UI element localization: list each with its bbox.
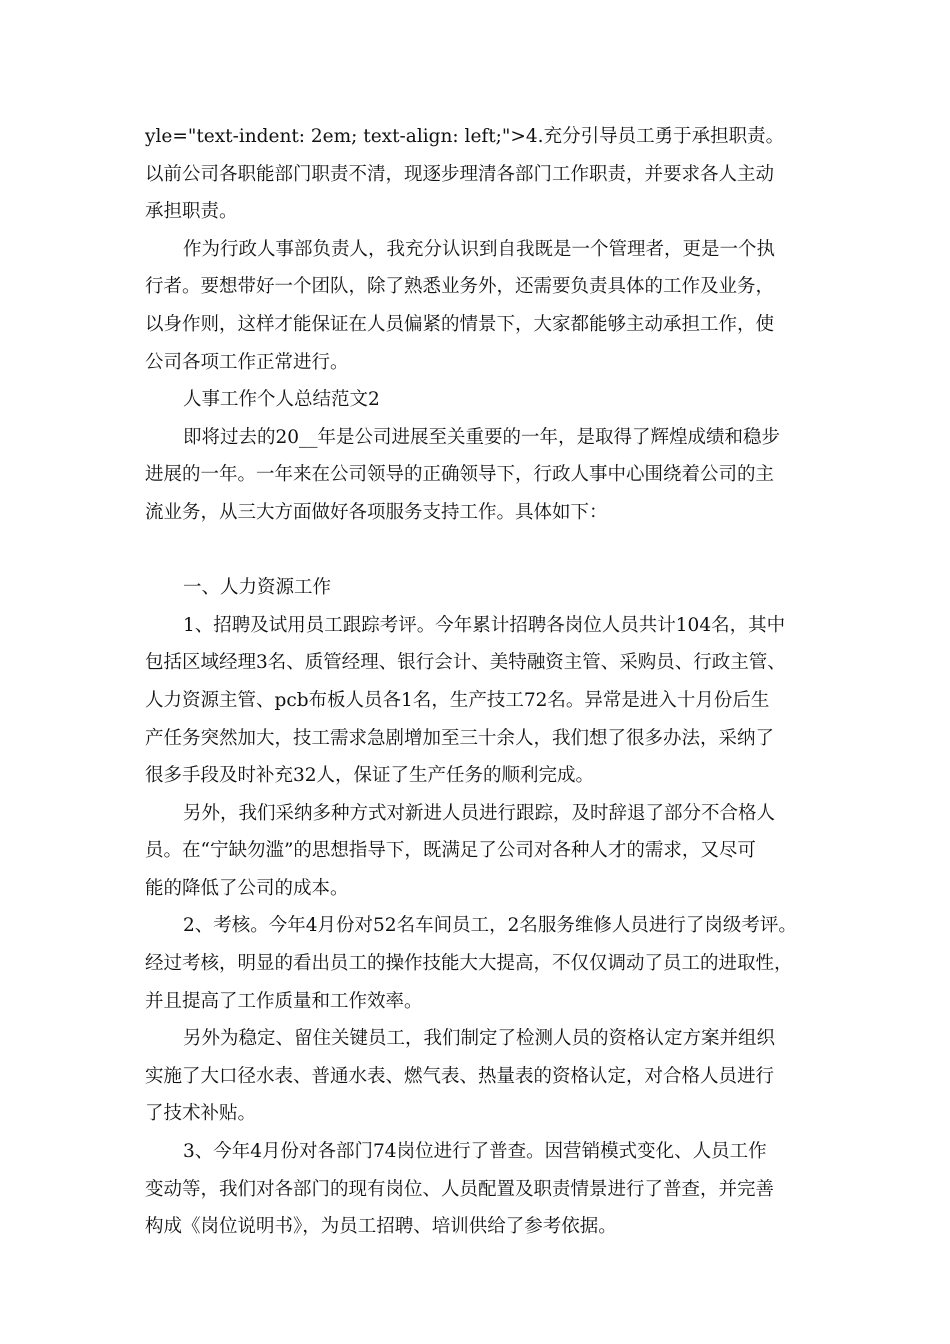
text-line: 并且提高了工作质量和工作效率。 <box>145 990 423 1012</box>
text-line: 承担职责。 <box>145 201 238 223</box>
text-line: 即将过去的20__年是公司进展至关重要的一年，是取得了辉煌成绩和稳步 <box>183 426 781 448</box>
text-line: 另外为稳定、留住关键员工，我们制定了检测人员的资格认定方案并组织 <box>183 1028 776 1050</box>
text-line: 公司各项工作正常进行。 <box>145 351 349 373</box>
text-line: 以前公司各职能部门职责不清，现逐步理清各部门工作职责，并要求各人主动 <box>145 163 775 185</box>
text-line: 2、考核。今年4月份对52名车间员工，2名服务维修人员进行了岗级考评。 <box>183 915 797 937</box>
text-line: 能的降低了公司的成本。 <box>145 877 349 899</box>
text-line: 人事工作个人总结范文2 <box>183 389 380 411</box>
text-line: 很多手段及时补充32人，保证了生产任务的顺利完成。 <box>145 765 595 787</box>
blank-line <box>145 532 835 570</box>
text-line: 行者。要想带好一个团队，除了熟悉业务外，还需要负责具体的工作及业务， <box>145 276 775 298</box>
document-body <box>145 118 835 1246</box>
text-line: 构成《岗位说明书》，为员工招聘、培训供给了参考依据。 <box>145 1216 617 1238</box>
text-line: 产任务突然加大，技工需求急剧增加至三十余人，我们想了很多办法，采纳了 <box>145 727 775 749</box>
text-line: 员。在“宁缺勿滥”的思想指导下，既满足了公司对各种人才的需求，又尽可 <box>145 840 756 862</box>
text-line: 一、人力资源工作 <box>183 577 332 599</box>
text-line: 以身作则，这样才能保证在人员偏紧的情景下，大家都能够主动承担工作，使 <box>145 313 775 335</box>
text-line: 了技术补贴。 <box>145 1103 257 1125</box>
text-line: 另外，我们采纳多种方式对新进人员进行跟踪，及时辞退了部分不合格人 <box>183 802 776 824</box>
text-line: yle="text-indent: 2em; text-align: left;">4.充分引导员工勇于承担职责。 <box>145 126 785 147</box>
text-line: 人力资源主管、pcb布板人员各1名，生产技工72名。异常是进入十月份后生 <box>145 689 770 711</box>
text-line: 流业务，从三大方面做好各项服务支持工作。具体如下： <box>145 501 608 523</box>
text-line: 1、招聘及试用员工跟踪考评。今年累计招聘各岗位人员共计104名，其中 <box>183 614 786 636</box>
text-line: 作为行政人事部负责人，我充分认识到自我既是一个管理者，更是一个执 <box>183 238 776 260</box>
text-line: 实施了大口径水表、普通水表、燃气表、热量表的资格认定，对合格人员进行 <box>145 1065 775 1087</box>
text-line: 经过考核，明显的看出员工的操作技能大大提高，不仅仅调动了员工的进取性， <box>145 953 793 975</box>
text-line: 进展的一年。一年来在公司领导的正确领导下，行政人事中心围绕着公司的主 <box>145 464 775 486</box>
text-line: 3、今年4月份对各部门74岗位进行了普查。因营销模式变化、人员工作 <box>183 1141 767 1163</box>
text-line: 包括区域经理3名、质管经理、银行会计、美特融资主管、采购员、行政主管、 <box>145 652 786 674</box>
text-line: 变动等，我们对各部门的现有岗位、人员配置及职责情景进行了普查，并完善 <box>145 1178 775 1200</box>
